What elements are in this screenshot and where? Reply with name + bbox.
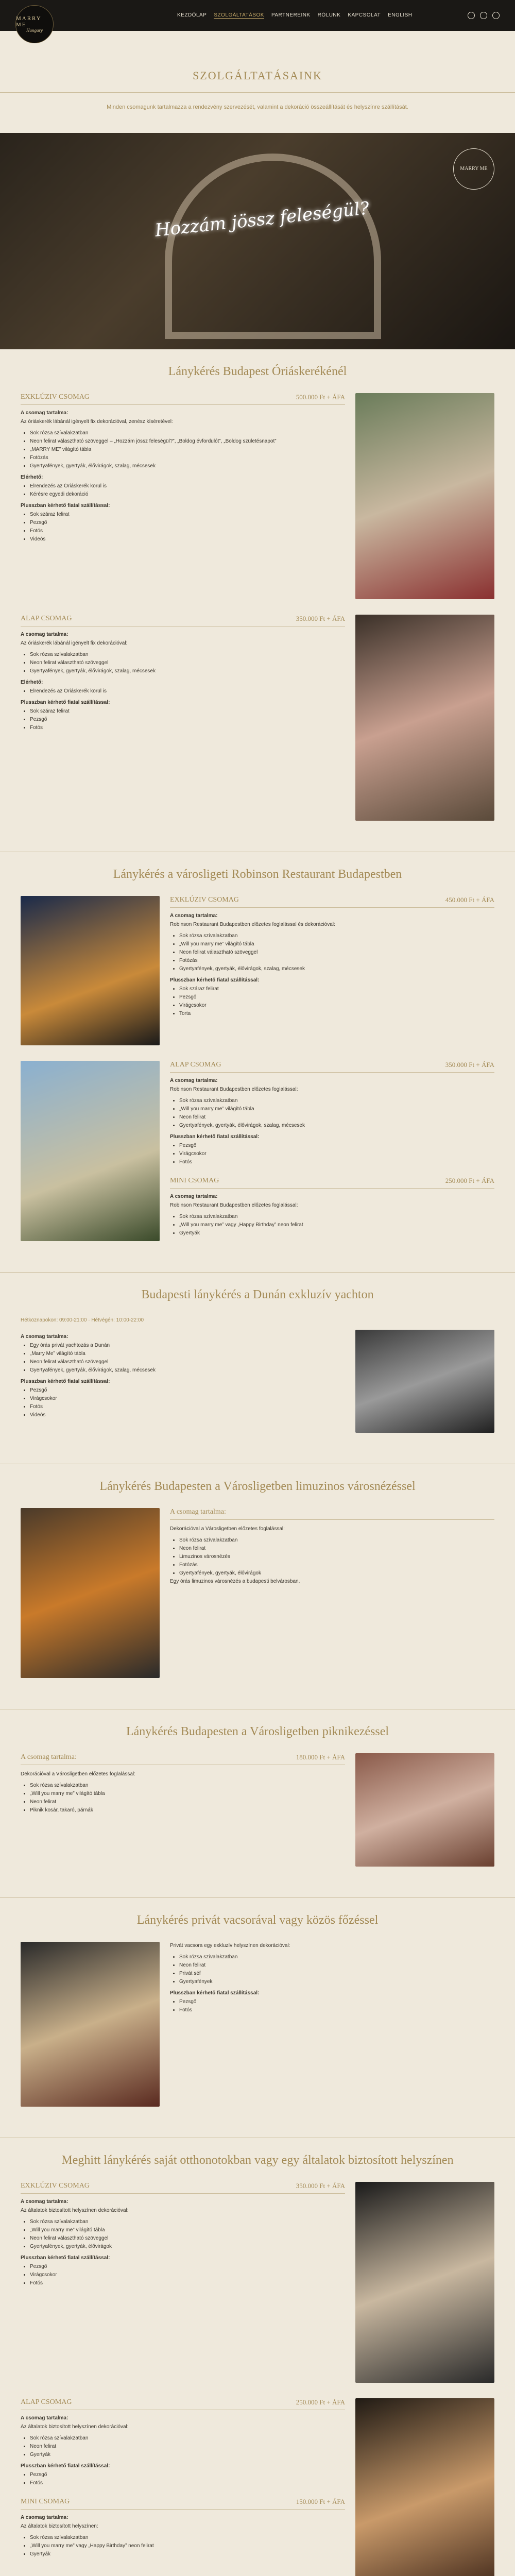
list-item: • Neon felirat [179, 1545, 494, 1553]
package-items [21, 651, 345, 675]
list-item: • Neon felirat [30, 2443, 345, 2451]
list-item: • „Will you marry me” vagy „Happy Birthday” neon felirat [179, 1221, 494, 1229]
package-items [21, 2218, 345, 2251]
nav-item-english[interactable]: ENGLISH [388, 12, 413, 18]
package-text [170, 896, 494, 1045]
nav-item-about[interactable]: RÓLUNK [317, 12, 341, 18]
package-row [21, 615, 494, 821]
tiktok-icon[interactable] [492, 12, 500, 19]
list-item: • Fotós [30, 1403, 345, 1411]
package-desc: Privát vacsora egy exkluzív helyszínen dekorációval: [170, 1942, 290, 1948]
package-price: 150.000 Ft + ÁFA [296, 2497, 345, 2505]
package-price: 180.000 Ft + ÁFA [296, 1753, 345, 1761]
list-item: • Neon felirat választható szöveggel [179, 948, 494, 957]
list-item: • Neon felirat választható szöveggel [30, 2234, 345, 2243]
list-item: • Gyertyafények, gyertyák, élővirágok, szalag, mécsesek [30, 1366, 345, 1375]
list-item: • Fotós [30, 527, 345, 535]
package-row [21, 1508, 494, 1678]
package-photo [355, 2182, 494, 2383]
list-item: • Sok rózsa szívalakzatban [30, 429, 345, 437]
package-price: 500.000 Ft + ÁFA [296, 393, 345, 401]
list-item: • Gyertyafények, gyertyák, élővirágok, szalag, mécsesek [179, 1122, 494, 1130]
package-items [170, 1097, 494, 1130]
list-item: • Gyertyafények, gyertyák, élővirágok, szalag, mécsesek [179, 965, 494, 973]
logo-line2: Hungary [26, 28, 43, 33]
section-title: Meghitt lánykérés saját otthonotokban vagy egy általatok biztosított helyszínen [61, 2153, 454, 2167]
list-item: • Pezsgő [30, 716, 345, 724]
package-subtitle: Elérhető: [21, 679, 43, 685]
package-photo [355, 393, 494, 599]
package-photo [355, 2398, 494, 2576]
package-extra [21, 482, 345, 499]
package-header [170, 896, 494, 908]
package-name: MINI CSOMAG [21, 2497, 70, 2505]
list-item: • Gyertyák [179, 1229, 494, 1238]
package-extra2 [21, 707, 345, 732]
package-name: ALAP CSOMAG [21, 2398, 72, 2406]
section-yacht [0, 1273, 515, 1464]
nav-item-home[interactable]: KEZDŐLAP [177, 12, 207, 18]
list-item: • Neon felirat [179, 1113, 494, 1122]
package-text [170, 1942, 494, 2107]
dinner-photo [21, 1942, 160, 2107]
section-limo [0, 1464, 515, 1709]
list-item: • Pezsgő [179, 1142, 494, 1150]
package-subtitle: Plusszban kérhető fiatal szállítással: [21, 699, 110, 705]
list-item: • Pezsgő [30, 2263, 345, 2271]
package-subtitle: A csomag tartalma: [21, 1333, 68, 1340]
package-subtitle: A csomag tartalma: [21, 2415, 68, 2421]
package-price: 450.000 Ft + ÁFA [445, 895, 494, 904]
list-item: • Elrendezés az Óriáskerék körül is [30, 687, 345, 696]
list-item: • Sok rózsa szívalakzatban [30, 2534, 345, 2542]
package-subtitle: Plusszban kérhető fiatal szállítással: [21, 502, 110, 509]
list-item: • Sok rózsa szívalakzatban [179, 1097, 494, 1105]
list-item: • Virágcsokor [30, 2271, 345, 2279]
package-subtitle: Plusszban kérhető fiatal szállítással: [21, 1378, 110, 1384]
package-row [21, 2398, 494, 2576]
package-row [21, 393, 494, 599]
list-item: • Elrendezés az Óriáskerék körül is [30, 482, 345, 490]
package-header [21, 615, 345, 626]
package-price: 350.000 Ft + ÁFA [445, 1060, 494, 1069]
package-text [21, 2398, 345, 2576]
package-photo [21, 896, 160, 1045]
package-items [21, 1782, 345, 1815]
package-subtitle: A csomag tartalma: [170, 1193, 218, 1199]
list-item: • Fotós [179, 2006, 494, 2014]
list-item: • Privát séf [179, 1970, 494, 1978]
section-title: Lánykérés Budapesten a Városligetben limuzinos városnézéssel [99, 1479, 416, 1493]
package-header [21, 2498, 345, 2510]
section-title: Lánykérés Budapest Óriáskerékénél [168, 364, 347, 378]
package-subtitle: A csomag tartalma: [170, 1077, 218, 1083]
package-text [21, 615, 345, 821]
package-name: EXKLÚZIV CSOMAG [21, 393, 90, 401]
logo-line1: MARRY ME [16, 15, 42, 28]
package-items [21, 1342, 345, 1375]
list-item: • Sok száraz felirat [30, 511, 345, 519]
package-items [21, 429, 345, 470]
package-row [21, 1061, 494, 1241]
package-desc: Robinson Restaurant Budapestben előzetes foglalással: [170, 1086, 298, 1092]
list-item: • Neon felirat [179, 1961, 494, 1970]
package-price: 350.000 Ft + ÁFA [296, 614, 345, 622]
list-item: • Videós [30, 1411, 345, 1419]
package-name: ALAP CSOMAG [170, 1060, 221, 1069]
list-item: • Gyertyafények, gyertyák, élővirágok, szalag, mécsesek [30, 462, 345, 470]
list-item: • Fotós [30, 2479, 345, 2487]
nav-item-services[interactable]: SZOLGÁLTATÁSOK [214, 12, 264, 18]
package-header [170, 1508, 494, 1520]
package-text [21, 2182, 345, 2383]
list-item: • Sok rózsa szívalakzatban [30, 2434, 345, 2443]
package-header [21, 2182, 345, 2194]
list-item: • Kérésre egyedi dekoráció [30, 490, 345, 499]
package-subtitle: Plusszban kérhető fiatal szállítással: [170, 1133, 260, 1140]
list-item: • „Will you marry me” világító tábla [179, 940, 494, 948]
list-item: • „Will you marry me” világító tábla [30, 2226, 345, 2234]
list-item: • Neon felirat választható szöveggel [30, 1358, 345, 1366]
list-item: • Pezsgő [30, 519, 345, 527]
section-home [0, 2138, 515, 2576]
list-item: • Fotózás [30, 454, 345, 462]
package-desc: Az általatok biztosított helyszínen dekorációval: [21, 2424, 129, 2430]
package-items [170, 1213, 494, 1238]
hero-image [0, 133, 515, 349]
package-name: A csomag tartalma: [21, 1753, 77, 1761]
hero-logo: MARRY ME [453, 148, 494, 190]
list-item: • Sok rózsa szívalakzatban [179, 932, 494, 940]
section-title: Budapesti lánykérés a Dunán exkluzív yachton [141, 1287, 374, 1301]
list-item: • Fotózás [179, 957, 494, 965]
package-name: ALAP CSOMAG [21, 614, 72, 622]
list-item: • „Will you marry me” világító tábla [30, 1790, 345, 1798]
section-picnic [0, 1709, 515, 1898]
list-item: • Virágcsokor [179, 1150, 494, 1158]
package-subtitle: A csomag tartalma: [21, 2198, 68, 2205]
package-text [170, 1508, 494, 1678]
page-title: SZOLGÁLTATÁSAINK [193, 69, 322, 82]
list-item: • Fotós [30, 2279, 345, 2287]
package-price: 350.000 Ft + ÁFA [296, 2181, 345, 2190]
package-text [21, 393, 345, 599]
package-price: 250.000 Ft + ÁFA [445, 1176, 494, 1184]
package-name: EXKLÚZIV CSOMAG [170, 895, 239, 904]
package-note: Egy órás limuzinos városnézés a budapesti belvárosban. [170, 1578, 300, 1584]
package-subtitle: A csomag tartalma: [21, 631, 68, 637]
package-header [170, 1061, 494, 1073]
package-desc: Robinson Restaurant Budapestben előzetes foglalással és dekorációval: [170, 921, 335, 927]
picnic-photo [355, 1753, 494, 1867]
package-text [170, 1061, 494, 1241]
package-row [21, 1753, 494, 1867]
package-row [21, 1330, 494, 1433]
package-subtitle: Plusszban kérhető fiatal szállítással: [170, 1990, 260, 1996]
list-item: • „Marry Me” világító tábla [30, 1350, 345, 1358]
instagram-icon[interactable] [480, 12, 487, 19]
package-name: EXKLÚZIV CSOMAG [21, 2181, 90, 2190]
package-text [21, 1753, 345, 1867]
list-item: • Gyertyafények, gyertyák, élővirágok [179, 1569, 494, 1578]
list-item: • Fotós [179, 1158, 494, 1166]
package-header [21, 2398, 345, 2410]
list-item: • Piknik kosár, takaró, párnák [30, 1806, 345, 1815]
package-extra2 [21, 2471, 345, 2487]
package-header [170, 1177, 494, 1189]
list-item: • Neon felirat [30, 1798, 345, 1806]
limo-photo [21, 1508, 160, 1678]
package-header [21, 1753, 345, 1765]
package-subtitle: Plusszban kérhető fiatal szállítással: [21, 2255, 110, 2261]
package-subtitle: Plusszban kérhető fiatal szállítással: [21, 2463, 110, 2469]
package-items [21, 2434, 345, 2459]
package-extra2 [170, 1142, 494, 1166]
list-item: • Sok rózsa szívalakzatban [30, 651, 345, 659]
package-row [21, 2182, 494, 2383]
list-item: • Sok rózsa szívalakzatban [179, 1213, 494, 1221]
package-desc: Dekorációval a Városligetben előzetes foglalással: [21, 1771, 135, 1777]
list-item: • Neon felirat választható szöveggel [30, 659, 345, 667]
package-desc: Az általatok biztosított helyszínen dekorációval: [21, 2207, 129, 2213]
package-photo [21, 1061, 160, 1241]
package-subtitle: A csomag tartalma: [21, 2514, 68, 2520]
list-item: • Gyertyafények, gyertyák, élővirágok [30, 2243, 345, 2251]
list-item: • Neon felirat választható szöveggel – „Hozzám jössz feleségül?”, „Boldog évfordulót”, „Boldog születésnapot” [30, 437, 345, 446]
package-price: 250.000 Ft + ÁFA [296, 2398, 345, 2406]
package-subtitle: A csomag tartalma: [21, 410, 68, 416]
social-links [468, 12, 500, 19]
section-robinson [0, 852, 515, 1273]
list-item: • Fotós [30, 724, 345, 732]
package-desc: Robinson Restaurant Budapestben előzetes foglalással: [170, 1202, 298, 1208]
brand-logo[interactable] [15, 5, 54, 43]
list-item: • Sok száraz felirat [30, 707, 345, 716]
package-items [21, 2534, 345, 2558]
list-item: • „MARRY ME” világító tábla [30, 446, 345, 454]
list-item: • Virágcsokor [179, 1002, 494, 1010]
package-extra2 [21, 2263, 345, 2287]
package-items [170, 932, 494, 973]
package-extra2 [170, 985, 494, 1018]
list-item: • Fotózás [179, 1561, 494, 1569]
package-row [21, 1942, 494, 2107]
list-item: • Limuzinos városnézés [179, 1553, 494, 1561]
list-item: • Sok rózsa szívalakzatban [179, 1536, 494, 1545]
yacht-photo [355, 1330, 494, 1433]
list-item: • „Will you marry me” vagy „Happy Birthday” neon felirat [30, 2542, 345, 2550]
list-item: • Egy órás privát yachtozás a Dunán [30, 1342, 345, 1350]
section-title: Lánykérés privát vacsorával vagy közös főzéssel [136, 1913, 379, 1927]
main-nav [177, 12, 413, 19]
section-title: Lánykérés Budapesten a Városligetben piknikezéssel [126, 1724, 389, 1738]
nav-item-contact[interactable]: KAPCSOLAT [348, 12, 381, 18]
list-item: • „Will you marry me” világító tábla [179, 1105, 494, 1113]
package-header [21, 393, 345, 405]
nav-item-partners[interactable]: PARTNEREINK [271, 12, 311, 18]
package-desc: Az óriáskerék lábánál igényelt fix dekorációval, zenész kíséretével: [21, 418, 173, 425]
section-title: Lánykérés a városligeti Robinson Restaurant Budapestben [113, 867, 402, 881]
package-items [170, 1536, 494, 1578]
list-item: • Gyertyafények [179, 1978, 494, 1986]
list-item: • Gyertyák [30, 2451, 345, 2459]
package-name: MINI CSOMAG [170, 1176, 219, 1184]
page-title-wrap [0, 31, 515, 93]
list-item: • Videós [30, 535, 345, 544]
list-item: • Sok rózsa szívalakzatban [30, 2218, 345, 2226]
package-subtitle: Plusszban kérhető fiatal szállítással: [170, 977, 260, 983]
list-item: • Virágcsokor [30, 1395, 345, 1403]
list-item: • Gyertyafények, gyertyák, élővirágok, szalag, mécsesek [30, 667, 345, 675]
list-item: • Sok rózsa szívalakzatban [179, 1953, 494, 1961]
list-item: • Pezsgő [179, 1998, 494, 2006]
list-item: • Torta [179, 1010, 494, 1018]
section-oriaskerek [0, 349, 515, 852]
list-item: • Sok száraz felirat [179, 985, 494, 993]
package-subtitle: A csomag tartalma: [170, 912, 218, 919]
list-item: • Pezsgő [30, 2471, 345, 2479]
site-header [0, 0, 515, 31]
list-item: • Gyertyák [30, 2550, 345, 2558]
package-extra2 [21, 1386, 345, 1419]
list-item: • Pezsgő [30, 1386, 345, 1395]
section-dinner [0, 1898, 515, 2138]
intro-text: Minden csomagunk tartalmazza a rendezvény szervezését, valamint a dekoráció összeállítását és helyszínre szállítását. [107, 104, 408, 110]
yacht-note: Hétköznapokon: 09:00-21:00 · Hétvégén: 10:00-22:00 [21, 1317, 144, 1323]
package-items [170, 1953, 494, 1986]
package-extra2 [21, 511, 345, 544]
package-extra [21, 687, 345, 696]
package-extra2 [170, 1998, 494, 2014]
list-item: • Pezsgő [179, 993, 494, 1002]
package-subtitle: Elérhető: [21, 474, 43, 480]
package-desc: Az óriáskerék lábánál igényelt fix dekorációval: [21, 640, 128, 646]
facebook-icon[interactable] [468, 12, 475, 19]
hero-neon-sign: Hozzám jössz feleségül? [153, 197, 370, 241]
package-row [21, 896, 494, 1045]
package-text [21, 1330, 345, 1433]
flower-arch [165, 154, 381, 339]
package-desc: Dekorációval a Városligetben előzetes foglalással: [170, 1526, 285, 1532]
package-desc: Az általatok biztosított helyszínen: [21, 2523, 98, 2529]
list-item: • Sok rózsa szívalakzatban [30, 1782, 345, 1790]
package-photo [355, 615, 494, 821]
package-name: A csomag tartalma: [170, 1507, 226, 1516]
